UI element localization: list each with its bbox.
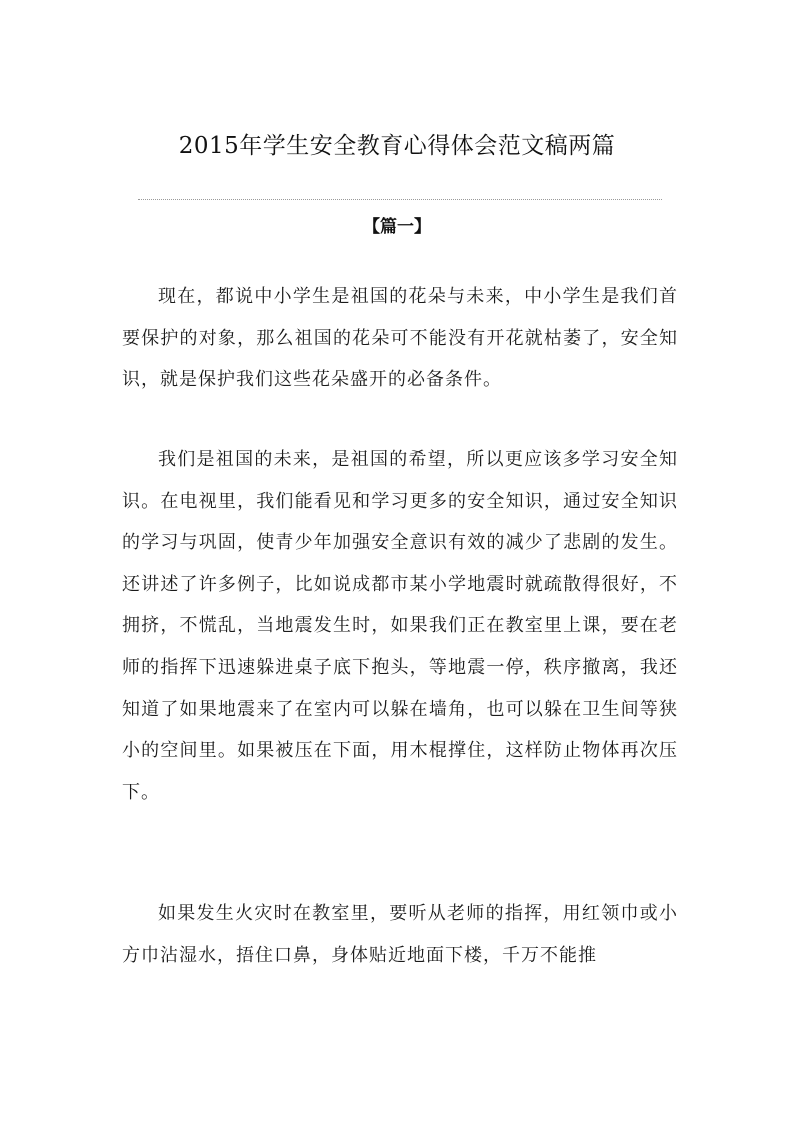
paragraph-2: 我们是祖国的未来，是祖国的希望，所以更应该多学习安全知识。在电视里，我们能看见和学习更多的安全知识，通过安全知识的学习与巩固，使青少年加强安全意识有效的减少了悲剧的发生。还讲述了许多例子，比如说成都市某小学地震时就疏散得很好，不拥挤，不慌乱，当地震发生时，如果我们正在教室里上课，要在老师的指挥下迅速躲进桌子底下抱头，等地震一停，秩序撤离，我还知道了如果地震来了在室内可以躲在墙角，也可以躲在卫生间等狭小的空间里。如果被压在下面，用木棍撑住，这样防止物体再次压下。 bbox=[122, 449, 678, 803]
section-heading: 【篇一】 bbox=[363, 217, 431, 237]
title-divider bbox=[138, 199, 662, 200]
document-title: 2015年学生安全教育心得体会范文稿两篇 bbox=[178, 133, 616, 159]
paragraph-1: 现在，都说中小学生是祖国的花朵与未来，中小学生是我们首要保护的对象，那么祖国的花朵可不能没有开花就枯萎了，安全知识，就是保护我们这些花朵盛开的必备条件。 bbox=[122, 286, 678, 391]
paragraph-3: 如果发生火灾时在教室里，要听从老师的指挥，用红领巾或小方巾沾湿水，捂住口鼻，身体贴近地面下楼，千万不能推 bbox=[122, 903, 678, 966]
